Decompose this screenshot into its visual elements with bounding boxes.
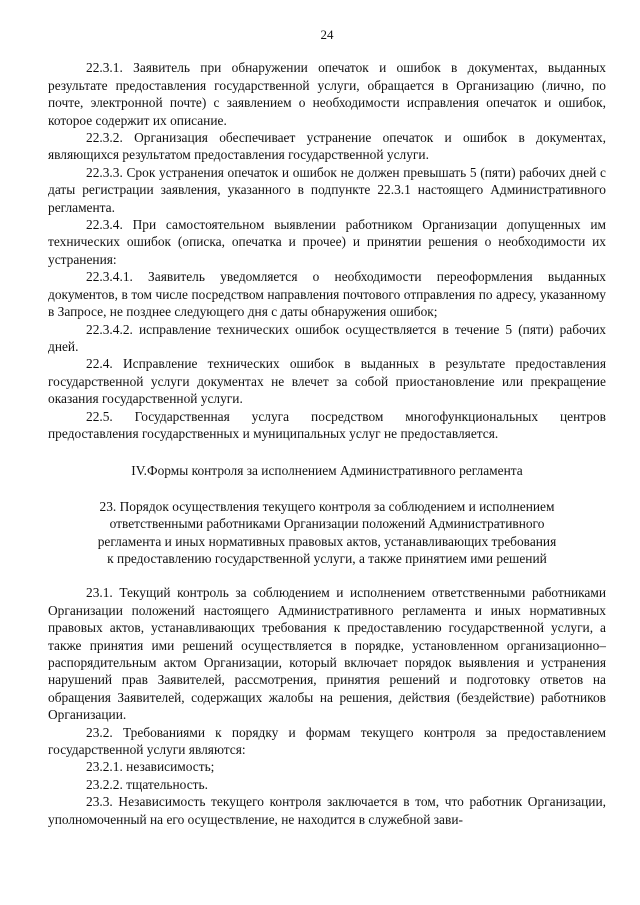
subheading-line: регламента и иных нормативных правовых актов, устанавливающих требования [97, 533, 557, 549]
section-22-text [48, 59, 606, 442]
paragraph-22-3-1: 22.3.1. Заявитель при обнаружении опечаток и ошибок в документах, выданных результате предоставления государственной услуги, обращается в Организацию (лично, по почте, электронной почте) с заявлением о необходимости исправления опечаток и ошибок, которое содержит их описание. [48, 60, 606, 128]
subheading-line: к предоставлению государственной услуги, а также принятием ими решений [107, 550, 547, 566]
subheading-line: ответственными работниками Организации положений Административного [109, 516, 545, 532]
paragraph-22-3-4-1: 22.3.4.1. Заявитель уведомляется о необходимости переоформления выданных документов, в том числе посредством направления почтового отправления по адресу, указанному в Запросе, не позднее следующего дня с даты обнаружения ошибок; [48, 269, 606, 320]
paragraph-23-2: 23.2. Требованиями к порядку и формам текущего контроля за предоставлением государственной услуги являются: [48, 724, 606, 758]
paragraph-22-3-2: 22.3.2. Организация обеспечивает устранение опечаток и ошибок в документах, являющихся результатом предоставления государственной услуги. [48, 130, 606, 163]
paragraph-22-5: 22.5. Государственная услуга посредством многофункциональных центров предоставления государственных и муниципальных услуг не предоставляется. [48, 408, 606, 441]
paragraph-22-3-3: 22.3.3. Срок устранения опечаток и ошибок не должен превышать 5 (пяти) рабочих дней с даты регистрации заявления, указанного в подпункте 22.3.1 настоящего Административного регламента. [48, 164, 606, 215]
paragraph-23-2-2: 23.2.2. тщательность. [86, 776, 208, 792]
paragraph-22-4: 22.4. Исправление технических ошибок в выданных в результате предоставления государственной услуги документах не влечет за собой приостановление или прекращение оказания государственной услуги. [48, 356, 606, 407]
paragraph-23-3: 23.3. Независимость текущего контроля заключается в том, что работник Организации, уполномоченный на его осуществление, не находится в служебной зави- [48, 794, 606, 827]
paragraph-23-2-1: 23.2.1. независимость; [86, 759, 215, 775]
paragraph-22-3-4-2: 22.3.4.2. исправление технических ошибок осуществляется в течение 5 (пяти) рабочих дней. [48, 321, 606, 354]
paragraph-23-1: 23.1. Текущий контроль за соблюдением и исполнением ответственными работниками Организации положений настоящего Административного регламента и иных нормативных правовых актов, устанавливающих требования к предоставлению государственной услуги, а также принятия ими решений осуществляется в порядке, установленном организационно–распорядительным актом Организации, который включает порядок выявления и устранения нарушений прав Заявителей, рассмотрения, принятия решений и подготовку ответов на обращения Заявителей, содержащих жалобы на решения, действия (бездействие) работников Организации. [48, 585, 606, 723]
section-23-text [48, 584, 606, 828]
paragraph-22-3-4: 22.3.4. При самостоятельном выявлении работником Организации допущенных им технических ошибок (описка, опечатка и прочее) и принятии решения о необходимости их устранения: [48, 217, 606, 267]
page-number: 24 [320, 27, 334, 42]
subheading-line: 23. Порядок осуществления текущего контроля за соблюдением и исполнением [99, 498, 555, 514]
subheading-23 [48, 498, 606, 568]
section-heading-iv: IV.Формы контроля за исполнением Административного регламента [131, 463, 523, 479]
